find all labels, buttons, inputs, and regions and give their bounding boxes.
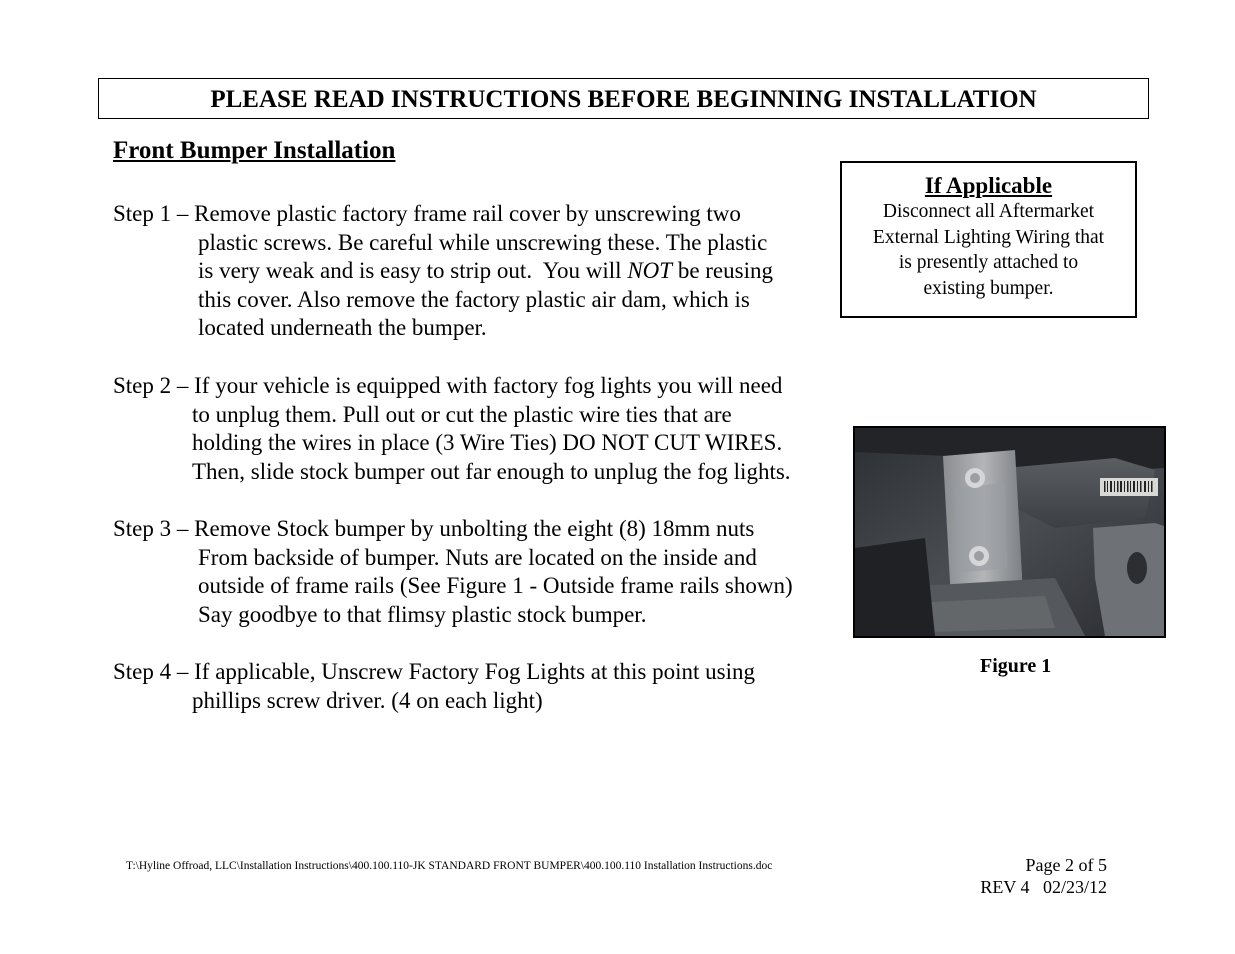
- step-1-emphasis-not: NOT: [627, 258, 673, 284]
- step-3-line-3: outside of frame rails (See Figure 1 - Outside frame rails shown): [198, 573, 793, 599]
- step-2-line-3: holding the wires in place (3 Wire Ties) DO NOT CUT WIRES.: [192, 430, 783, 456]
- step-1: [113, 200, 773, 343]
- callout-line-1: Disconnect all Aftermarket: [882, 201, 1095, 222]
- revision-date: REV 4 02/23/12: [980, 877, 1107, 897]
- page-number: Page 2 of 5: [1025, 855, 1107, 875]
- figure-caption: Figure 1: [980, 655, 1052, 677]
- callout-line-4: existing bumper.: [923, 277, 1054, 299]
- footer-file-path: T:\Hyline Offroad, LLC\Installation Instructions\400.100.110-JK STANDARD FRONT BUMPER\400.100.110 Installation Instructions.doc: [126, 860, 773, 872]
- step-2: [113, 372, 791, 486]
- step-3-line-4: Say goodbye to that flimsy plastic stock bumper.: [198, 601, 647, 627]
- step-1-line-3-end: be reusing: [672, 258, 773, 284]
- step-4-line-2: phillips screw driver. (4 on each light): [192, 687, 543, 713]
- figure-1-photo: [853, 426, 1166, 638]
- step-1-line-1: Step 1 – Remove plastic factory frame rail cover by unscrewing two: [113, 201, 741, 226]
- step-1-line-3: [113, 257, 773, 286]
- step-2-line-1: Step 2 – If your vehicle is equipped with factory fog lights you will need: [113, 373, 783, 398]
- step-1-line-3-start: is very weak and is easy to strip out. You will: [198, 258, 628, 284]
- step-1-line-4: this cover. Also remove the factory plastic air dam, which is: [198, 286, 750, 312]
- lower-bolt-icon: [969, 546, 989, 566]
- callout-line-2: External Lighting Wiring that: [872, 226, 1105, 248]
- section-title: Front Bumper Installation: [113, 137, 396, 164]
- callout-title: If Applicable: [924, 173, 1053, 198]
- step-3: [113, 515, 793, 629]
- callout-body: [842, 199, 1135, 301]
- step-2-line-2: to unplug them. Pull out or cut the plastic wire ties that are: [192, 401, 732, 427]
- step-3-line-1: Step 3 – Remove Stock bumper by unbolting the eight (8) 18mm nuts: [113, 516, 755, 541]
- step-4: [113, 658, 755, 715]
- step-1-line-5: located underneath the bumper.: [198, 315, 487, 341]
- step-3-line-2: From backside of bumper. Nuts are located on the inside and: [198, 544, 757, 570]
- frame-rail-photo-drawing: [855, 428, 1164, 636]
- callout-line-3: is presently attached to: [898, 252, 1079, 273]
- upper-bolt-icon: [965, 468, 985, 488]
- if-applicable-callout: [840, 161, 1137, 318]
- step-4-line-1: Step 4 – If applicable, Unscrew Factory Fog Lights at this point using: [113, 659, 755, 684]
- step-1-line-2: plastic screws. Be careful while unscrewing these. The plastic: [198, 229, 768, 255]
- step-2-line-4: Then, slide stock bumper out far enough to unplug the fog lights.: [192, 458, 791, 484]
- instructions-banner: PLEASE READ INSTRUCTIONS BEFORE BEGINNING INSTALLATION: [98, 78, 1149, 119]
- footer-page-info: [980, 854, 1107, 898]
